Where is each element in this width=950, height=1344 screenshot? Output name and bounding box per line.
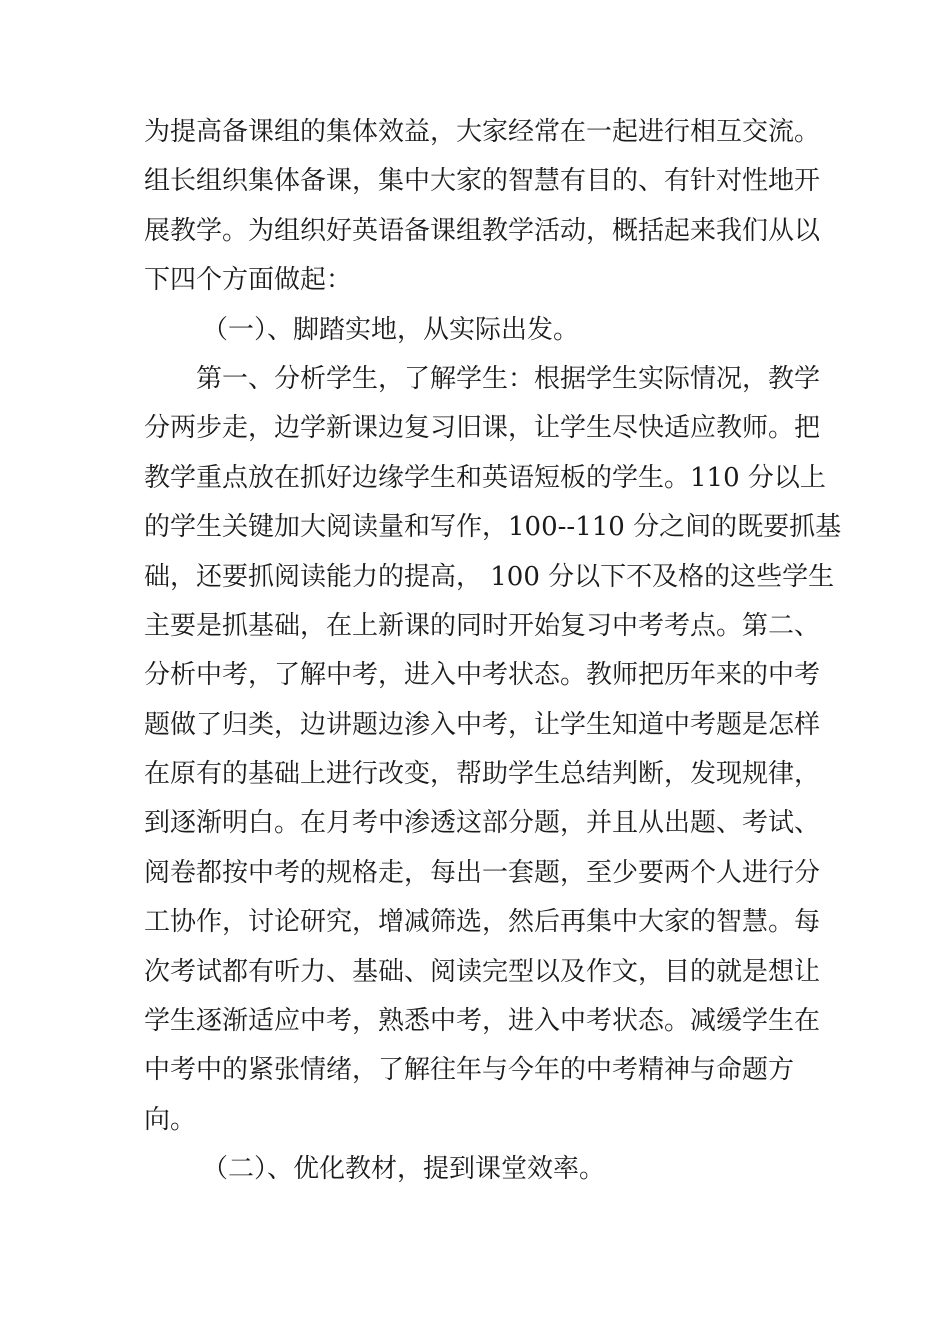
section-heading-1: （一）、脚踏实地，从实际出发。 (202, 314, 580, 345)
paragraph-line: 中考中的紧张情绪，了解往年与今年的中考精神与命题方 (144, 1055, 795, 1086)
paragraph-line: 为提高备课组的集体效益，大家经常在一起进行相互交流。 (144, 117, 821, 147)
paragraph-line: 到逐渐明白。在月考中渗透这部分题，并且从出题、考试、 (144, 808, 821, 839)
paragraph-line: 教学重点放在抓好边缘学生和英语短板的学生。110 分以上 (144, 462, 826, 493)
paragraph-line: 的学生关键加大阅读量和写作，100--110 分之间的既要抓基 (144, 512, 842, 543)
paragraph-line: 分析中考，了解中考，进入中考状态。教师把历年来的中考 (144, 660, 821, 691)
paragraph-line: 主要是抓基础，在上新课的同时开始复习中考考点。第二、 (144, 610, 821, 641)
paragraph-line: 分两步走，边学新课边复习旧课，让学生尽快适应教师。把 (144, 413, 821, 444)
paragraph-line: 第一、分析学生，了解学生：根据学生实际情况，教学 (196, 363, 821, 394)
paragraph-line: 阅卷都按中考的规格走，每出一套题，至少要两个人进行分 (144, 857, 821, 888)
paragraph-line: 题做了归类，边讲题边渗入中考，让学生知道中考题是怎样 (144, 709, 821, 740)
paragraph-line: 向。 (144, 1104, 197, 1135)
document-body (144, 108, 842, 1195)
paragraph-line: 在原有的基础上进行改变，帮助学生总结判断，发现规律， (144, 759, 821, 790)
paragraph-line: 础，还要抓阅读能力的提高， 100 分以下不及格的这些学生 (144, 561, 835, 592)
paragraph-line: 组长组织集体备课，集中大家的智慧有目的、有针对性地开 (144, 166, 821, 197)
section-heading-2: （二）、优化教材，提到课堂效率。 (202, 1154, 606, 1185)
paragraph-line: 下四个方面做起： (144, 265, 353, 296)
paragraph-line: 次考试都有听力、基础、阅读完型以及作文，目的就是想让 (144, 956, 821, 987)
paragraph-line: 展教学。为组织好英语备课组教学活动，概括起来我们从以 (144, 215, 821, 246)
paragraph-line: 学生逐渐适应中考，熟悉中考，进入中考状态。减缓学生在 (144, 1006, 821, 1037)
paragraph-line: 工协作，讨论研究，增减筛选，然后再集中大家的智慧。每 (144, 907, 821, 938)
